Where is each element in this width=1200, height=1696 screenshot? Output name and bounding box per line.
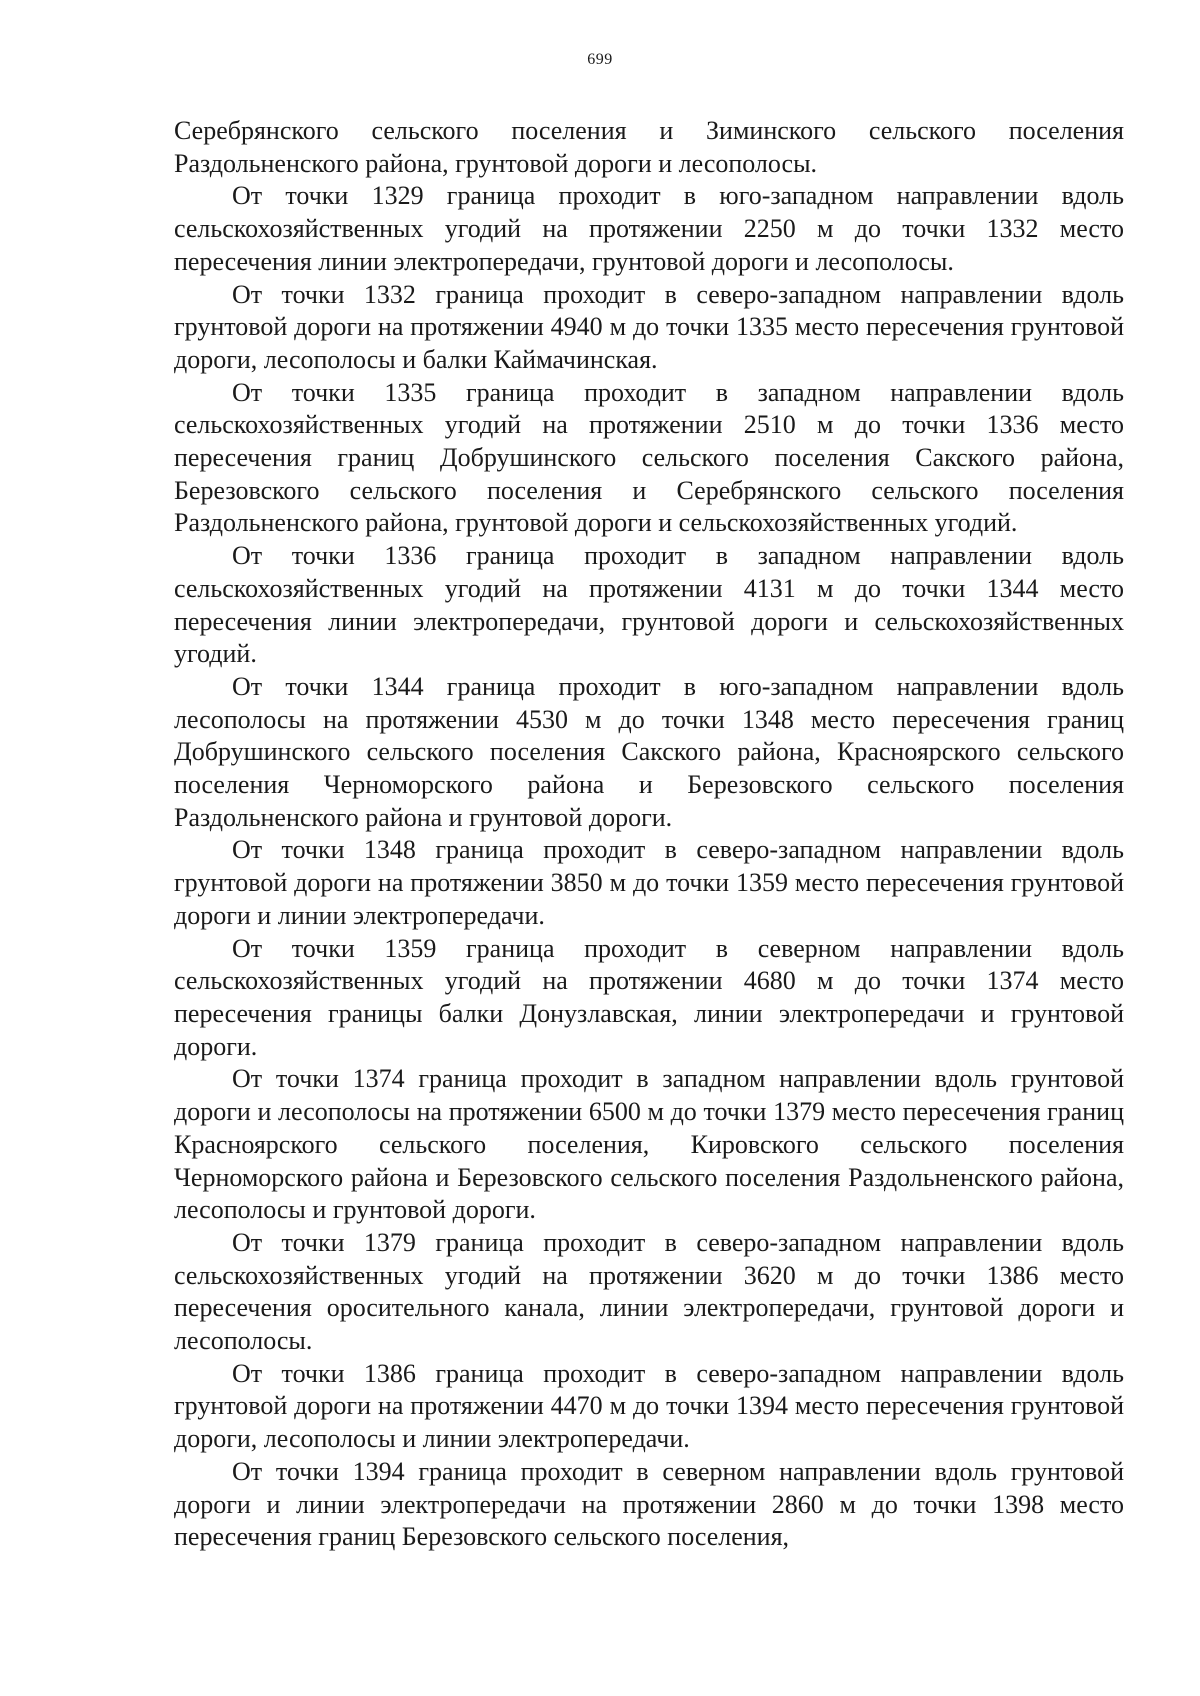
paragraph: От точки 1348 граница проходит в северо-западном направлении вдоль грунтовой дороги на протяжении 3850 м до точки 1359 место пересечения грунтовой дороги и линии электропередачи.	[174, 835, 1124, 930]
paragraph: От точки 1336 граница проходит в западном направлении вдоль сельскохозяйственных угодий на протяжении 4131 м до точки 1344 место пересечения линии электропередачи, грунтовой дороги и сельскохозяйственных угодий.	[174, 541, 1124, 669]
paragraph: От точки 1374 граница проходит в западном направлении вдоль грунтовой дороги и лесополосы на протяжении 6500 м до точки 1379 место пересечения границ Красноярского сельского поселения, Кировского сельского поселения Черноморского района и Березовского сельского поселения Раздольненского района, лесополосы и грунтовой дороги.	[174, 1064, 1124, 1225]
paragraph: От точки 1332 граница проходит в северо-западном направлении вдоль грунтовой дороги на протяжении 4940 м до точки 1335 место пересечения грунтовой дороги, лесополосы и балки Каймачинская.	[174, 279, 1124, 374]
paragraph: От точки 1329 граница проходит в юго-западном направлении вдоль сельскохозяйственных угодий на протяжении 2250 м до точки 1332 место пересечения линии электропередачи, грунтовой дороги и лесополосы.	[174, 181, 1124, 276]
paragraph-continuation: Серебрянского сельского поселения и Зиминского сельского поселения Раздольненского района, грунтовой дороги и лесополосы.	[174, 116, 1124, 178]
paragraph: От точки 1359 граница проходит в северном направлении вдоль сельскохозяйственных угодий на протяжении 4680 м до точки 1374 место пересечения границы балки Донузлавская, линии электропередачи и грунтовой дороги.	[174, 933, 1124, 1061]
paragraph: От точки 1335 граница проходит в западном направлении вдоль сельскохозяйственных угодий на протяжении 2510 м до точки 1336 место пересечения границ Добрушинского сельского поселения Сакского района, Березовского сельского поселения и Серебрянского сельского поселения Раздольненского района, грунтовой дороги и сельскохозяйственных угодий.	[174, 377, 1124, 538]
paragraph: От точки 1386 граница проходит в северо-западном направлении вдоль грунтовой дороги на протяжении 4470 м до точки 1394 место пересечения грунтовой дороги, лесополосы и линии электропередачи.	[174, 1358, 1124, 1454]
paragraph: От точки 1394 граница проходит в северном направлении вдоль грунтовой дороги и линии электропередачи на протяжении 2860 м до точки 1398 место пересечения границ Березовского сельского поселения,	[174, 1456, 1124, 1552]
document-body	[174, 115, 1124, 1554]
page-number: 699	[587, 51, 613, 68]
paragraph: От точки 1344 граница проходит в юго-западном направлении вдоль лесополосы на протяжении 4530 м до точки 1348 место пересечения границ Добрушинского сельского поселения Сакского района, Красноярского сельского поселения Черноморского района и Березовского сельского поселения Раздольненского района и грунтовой дороги.	[174, 671, 1124, 832]
paragraph: От точки 1379 граница проходит в северо-западном направлении вдоль сельскохозяйственных угодий на протяжении 3620 м до точки 1386 место пересечения оросительного канала, линии электропередачи, грунтовой дороги и лесополосы.	[174, 1227, 1124, 1356]
